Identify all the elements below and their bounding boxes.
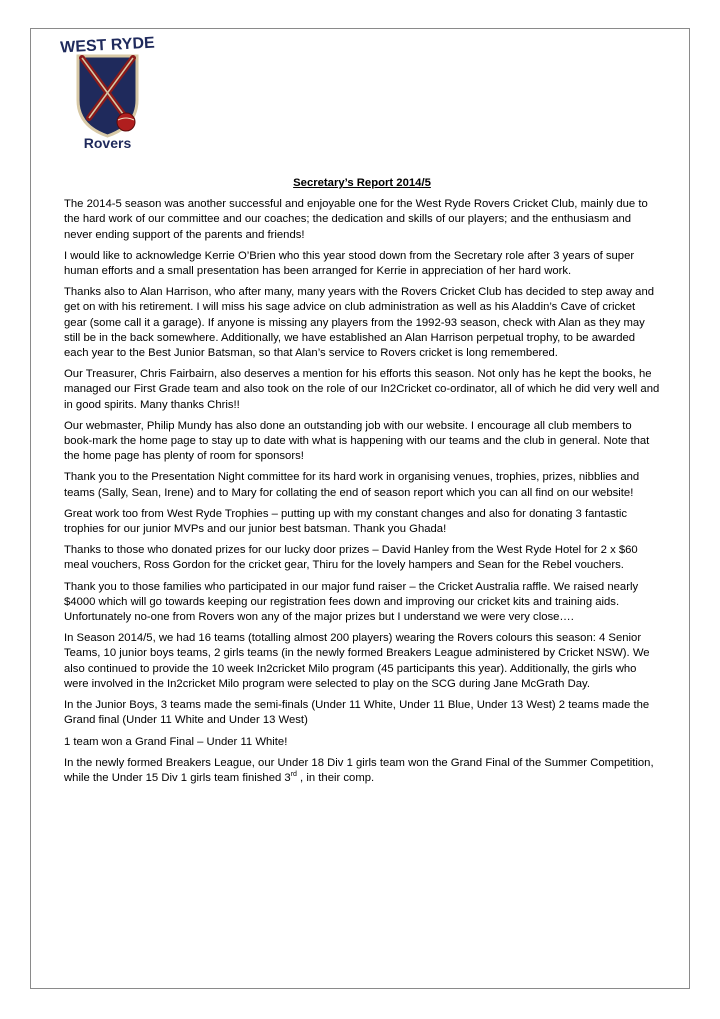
report-paragraph: I would like to acknowledge Kerrie O’Brien who this year stood down from the Secretary role after 3 years of super human efforts and a small presentation has been arranged for Kerrie in appreciation of her hard work.	[64, 249, 635, 278]
club-logo	[60, 30, 155, 152]
report-paragraph: In the Junior Boys, 3 teams made the semi-finals (Under 11 White, Under 11 Blue, Under 13 West) 2 teams made the Grand final (Under 11 White and Under 13 West)	[64, 699, 650, 727]
report-paragraph-last	[64, 756, 660, 786]
report-paragraph: Thank you to those families who participated in our major fund raiser – the Cricket Australia raffle. We raised nearly $4000 which will go towards keeping our registration fees down and improving our cricket kits and training aids. Unfortunately no-one from Rovers won any of the major prizes but I understand we were very close….	[64, 580, 639, 624]
last-paragraph-text: In the newly formed Breakers League, our Under 18 Div 1 girls team won the Grand Final of the Summer Competition, while the Under 15 Div 1 girls team finished 3	[64, 756, 654, 784]
ordinal-suffix: rd	[290, 771, 297, 779]
report-paragraph: In Season 2014/5, we had 16 teams (totalling almost 200 players) wearing the Rovers colours this season: 4 Senior Teams, 10 junior boys teams, 2 girls teams (in the newly formed Breakers League administered by Cricket NSW). We also continued to provide the 10 week In2cricket Milo program (45 participants this year). Additionally, the girls who were involved in the In2cricket Milo program were selected to play on the SCG during Jane McGrath Day.	[64, 632, 650, 690]
report-body	[64, 176, 660, 792]
logo-top-text: WEST RYDE	[60, 34, 155, 57]
report-paragraph: Thank you to the Presentation Night committee for its hard work in organising venues, trophies, prizes, nibblies and teams (Sally, Sean, Irene) and to Mary for collating the end of season report which you can all find on our website!	[64, 471, 640, 499]
report-title: Secretary’s Report 2014/5	[293, 177, 431, 189]
report-paragraph: Thanks also to Alan Harrison, who after many, many years with the Rovers Cricket Club has decided to step away and get on with his retirement. I will miss his sage advice on club administration as well as his Aladdin’s Cave of cricket gear (some call it a garage). If anyone is missing any players from the 1992-93 season, check with Alan as they may still be in the back somewhere. Additionally, we have established an Alan Harrison perpetual trophy, to be awarded each year to the Best Junior Batsman, so that Alan’s service to Rovers cricket is long remembered.	[64, 286, 655, 360]
report-paragraph: 1 team won a Grand Final – Under 11 White!	[64, 735, 288, 748]
last-paragraph-tail: , in their comp.	[296, 771, 375, 784]
report-paragraph: Thanks to those who donated prizes for our lucky door prizes – David Hanley from the West Ryde Hotel for 2 x $60 meal vouchers, Ross Gordon for the cricket gear, Thiru for the lovely hampers and Sean for the Rebel vouchers.	[64, 544, 638, 572]
report-paragraph: The 2014-5 season was another successful and enjoyable one for the West Ryde Rovers Cricket Club, mainly due to the hard work of our committee and our coaches; the dedication and skills of our players; and the enthusiasm and never ending support of the parents and friends!	[64, 198, 648, 241]
report-paragraph: Great work too from West Ryde Trophies – putting up with my constant changes and also for donating 3 fantastic trophies for our junior MVPs and our junior best batsman. Thank you Ghada!	[64, 507, 628, 536]
report-paragraph: Our webmaster, Philip Mundy has also done an outstanding job with our website. I encourage all club members to book-mark the home page to stay up to date with what is happening with our teams and the club in general. Note that the home page has plenty of room for sponsors!	[64, 419, 650, 463]
logo-cricket-ball	[117, 113, 135, 131]
report-paragraph: Our Treasurer, Chris Fairbairn, also deserves a mention for his efforts this season. Not only has he kept the books, he managed our First Grade team and also took on the role of our In2Cricket co-ordinator, all of which he did very well and in good spirits. Many thanks Chris!!	[64, 368, 660, 411]
logo-bottom-text: Rovers	[83, 135, 132, 151]
